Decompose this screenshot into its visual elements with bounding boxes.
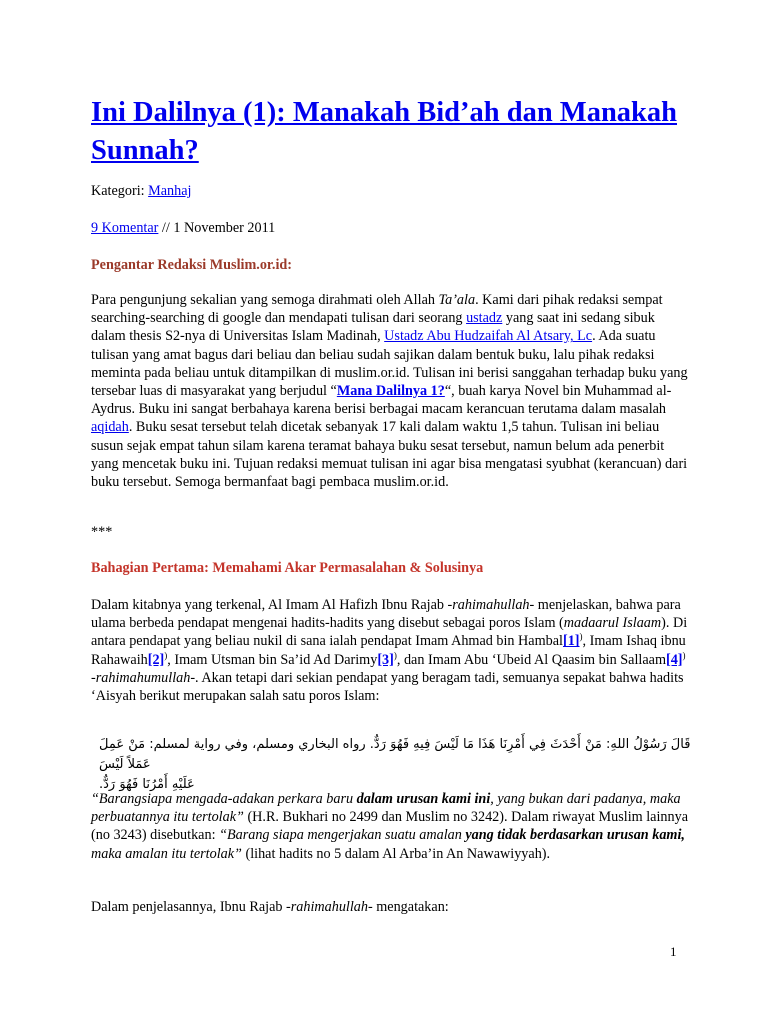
para1-text-1: Para pengunjung sekalian yang semoga dirahmati oleh Allah	[91, 292, 439, 308]
section1-paragraph	[91, 596, 691, 705]
para2-text-8: -. Akan tetapi dari sekian pendapat yang beragam tadi, semuanya sepakat bahwa hadits ‘Aisyah berikut merupakan salah satu poros Islam:	[91, 669, 684, 705]
closing-paragraph	[91, 898, 691, 916]
para2-text-7: -	[91, 669, 96, 686]
para2-text-2: - menjelaskan, bahwa para ulama berbeda pendapat mengenai hadits-hadits yang disebut sebagai poros Islam (	[91, 597, 681, 632]
footnote-ref-1[interactable]: [1]	[562, 633, 580, 650]
intro-heading: Pengantar Redaksi Muslim.or.id:	[91, 257, 293, 273]
article-title[interactable]: Ini Dalilnya (1): Manakah Bid’ah dan Manakah Sunnah?	[91, 97, 677, 166]
para2-italic-1: rahimahullah	[452, 597, 530, 613]
quote-3-bold: yang tidak berdasarkan urusan kami,	[465, 827, 685, 844]
quote-2: , yang bukan dari padanya, maka perbuatannya itu tertolak”	[91, 791, 681, 826]
page-number: 1	[670, 944, 677, 959]
para1-text-2: . Kami dari pihak redaksi sempat searching-searching di google dan mendapati tulisan dari seorang	[91, 292, 663, 327]
quote-4: maka amalan itu tertolak”	[91, 845, 242, 862]
para4-text-2: - mengatakan:	[367, 899, 449, 915]
section1-heading: Bahagian Pertama: Memahami Akar Permasalahan & Solusinya	[91, 560, 484, 576]
category-link[interactable]: Manhaj	[148, 183, 192, 199]
quote-3: “Barang siapa mengerjakan suatu amalan	[219, 827, 466, 844]
quote-1-bold: dalam urusan kami ini	[356, 791, 491, 807]
para2-italic-3: rahimahumullah	[95, 669, 191, 686]
arabic-hadith	[99, 735, 699, 795]
para3-text-2: (lihat hadits no 5 dalam Al Arba’in An Nawawiyyah).	[241, 845, 551, 862]
separator: ***	[91, 524, 113, 540]
footnote-ref-3[interactable]: [3]	[377, 651, 394, 668]
comments-link[interactable]: 9 Komentar	[91, 220, 159, 236]
arabic-line-2: عَلَيْهِ أَمْرُنَا فَهُوَ رَدٌّ.	[99, 777, 195, 792]
category-label: Kategori:	[91, 183, 149, 199]
para3-text-1: (H.R. Bukhari no 2499 dan Muslim no 3242). Dalam riwayat Muslim lainnya (no 3243) disebutkan:	[91, 809, 688, 844]
author-link[interactable]: Ustadz Abu Hudzaifah Al Atsary, Lc	[384, 328, 593, 345]
para1-text-3: yang saat ini sedang sibuk dalam thesis S2-nya di Universitas Islam Madinah,	[91, 310, 655, 345]
para1-italic: Ta’ala	[438, 292, 476, 308]
para2-text-4: , Imam Ishaq ibnu Rahawaih	[91, 633, 686, 668]
para2-text-3: ). Di antara pendapat yang beliau nukil di sana ialah pendapat Imam Ahmad bin Hambal	[91, 615, 688, 650]
quote-1: “Barangsiapa mengada-adakan perkara baru	[91, 791, 357, 807]
meta-line	[91, 219, 275, 237]
para1-text-6: . Buku sesat tersebut telah dicetak sebanyak 17 kali dalam waktu 1,5 tahun. Tulisan ini beliau susun sejak empat tahun silam karena teramat bahaya buku sesat tersebut, namun belum ada penerbit yang mencetak buku ini. Tujuan redaksi memuat tulisan ini agar bisa mengatasi syubhat (kerancuan) dari buku tersebut. Semoga bermanfaat bagi pembaca muslim.or.id.	[91, 419, 688, 491]
para4-italic: rahimahullah	[290, 899, 368, 915]
book-link[interactable]: Mana Dalilnya 1?	[336, 383, 445, 400]
footnote-ref-4[interactable]: [4]	[665, 651, 683, 668]
category-line	[91, 182, 191, 200]
para2-text-5: , Imam Utsman bin Sa’id Ad Darimy	[167, 651, 378, 668]
hadith-translation-paragraph	[91, 790, 691, 863]
para1-text-5: “, buah karya Novel bin Muhammad al-Aydrus. Buku ini sangat berbahaya karena berisi berbagai macam kerancuan terutama dalam masalah	[91, 383, 672, 418]
ustadz-link[interactable]: ustadz	[466, 310, 503, 327]
post-date: // 1 November 2011	[158, 220, 276, 236]
sup-mark-2: )	[164, 649, 168, 660]
sup-mark-1: )	[579, 631, 583, 642]
sup-mark-4: )	[682, 649, 686, 660]
intro-paragraph	[91, 291, 691, 491]
para2-text-6: , dan Imam Abu ‘Ubeid Al Qaasim bin Sallaam	[396, 651, 666, 668]
footnote-ref-2[interactable]: [2]	[147, 651, 165, 668]
arabic-line-1: قَالَ رَسُوْلُ اللهِ: مَنْ أَحْدَثَ فِي أَمْرِنَا هَذَا مَا لَيْسَ فِيهِ فَهُوَ رَدٌّ. رواه البخاري ومسلم، وفي رواية لمسلم: مَنْ عَمِلَ عَمَلاً لَيْسَ	[99, 737, 691, 772]
sup-mark-3: )	[393, 649, 397, 660]
para4-text-1: Dalam penjelasannya, Ibnu Rajab -	[91, 899, 291, 915]
para1-text-4: . Ada suatu tulisan yang amat bagus dari beliau dan beliau sudah sajikan dalam bentuk buku, lalu pihak redaksi meminta pada beliau untuk ditampilkan di muslim.or.id. Tulisan ini berisi sanggahan terhadap buku yang tersebar luas di masyarakat yang berjudul “	[91, 328, 688, 400]
aqidah-link[interactable]: aqidah	[91, 419, 129, 436]
para2-text-1: Dalam kitabnya yang terkenal, Al Imam Al Hafizh Ibnu Rajab -	[91, 597, 453, 613]
para2-italic-2: madaarul Islaam	[563, 615, 662, 632]
